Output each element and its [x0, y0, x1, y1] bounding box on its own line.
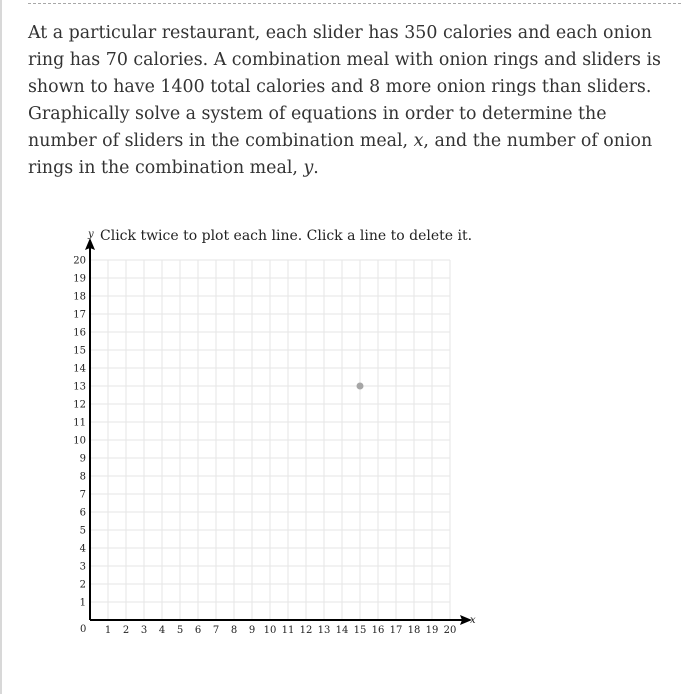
y-tick-label: 17: [73, 309, 86, 321]
left-border: [0, 0, 2, 694]
grid-lines: [90, 260, 450, 620]
y-tick-label: 16: [73, 327, 86, 339]
y-tick-labels: [73, 256, 86, 609]
question-text: [28, 20, 680, 182]
x-tick-label: 2: [122, 625, 130, 636]
x-axis-label: x: [470, 615, 476, 626]
x-tick-label: 20: [443, 625, 457, 636]
coordinate-plane[interactable]: [60, 222, 490, 642]
x-tick-label: 5: [176, 625, 184, 636]
x-tick-label: 1: [104, 625, 112, 636]
y-tick-label: 11: [73, 417, 86, 429]
y-tick-label: 18: [73, 291, 86, 303]
x-tick-label: 3: [140, 625, 148, 636]
x-tick-label: 18: [407, 625, 421, 636]
y-axis-label: y: [88, 229, 94, 240]
x-tick-label: 7: [212, 625, 220, 636]
x-tick-label: 15: [353, 625, 367, 636]
hover-point: [357, 383, 364, 390]
y-tick-label: 2: [79, 579, 86, 591]
y-tick-label: 8: [79, 471, 86, 483]
origin-label: 0: [80, 624, 87, 635]
x-tick-label: 19: [425, 625, 439, 636]
x-tick-label: 6: [194, 625, 202, 636]
x-tick-label: 13: [317, 625, 331, 636]
x-tick-label: 9: [248, 625, 256, 636]
x-tick-label: 4: [158, 625, 166, 636]
top-divider: [28, 3, 681, 4]
x-tick-label: 17: [389, 625, 403, 636]
y-tick-label: 9: [79, 453, 86, 465]
graph-widget[interactable]: [60, 222, 490, 642]
x-tick-label: 10: [263, 625, 277, 636]
y-tick-label: 20: [73, 255, 86, 267]
x-tick-label: 12: [299, 625, 313, 636]
question-part-1: At a particular restaurant, each slider has 350 calories and each onion ring has 70 calories. A combination meal with onion rings and sliders is shown to have 1400 total calories and 8 more onion rings than sliders. Graphically solve a system of equations in order to determine the number of sliders in the combination meal,: [28, 23, 661, 151]
question-part-2: , and the number of onion rings in the combination meal,: [28, 131, 653, 178]
y-tick-label: 12: [73, 399, 86, 411]
y-tick-label: 15: [73, 345, 86, 357]
x-tick-labels: [105, 625, 457, 636]
y-tick-label: 14: [73, 363, 86, 375]
x-tick-label: 11: [281, 625, 295, 636]
y-tick-label: 19: [73, 273, 86, 285]
x-tick-label: 14: [335, 625, 349, 636]
y-tick-label: 1: [79, 597, 86, 609]
variable-x: x: [413, 131, 424, 151]
x-tick-label: 8: [230, 625, 238, 636]
graph-instruction: Click twice to plot each line. Click a line to delete it.: [100, 228, 473, 244]
y-tick-label: 13: [73, 381, 86, 393]
question-part-3: .: [313, 158, 319, 178]
y-tick-label: 7: [79, 489, 86, 501]
y-tick-label: 10: [73, 435, 86, 447]
y-tick-label: 4: [79, 543, 86, 555]
y-tick-label: 6: [79, 507, 86, 519]
variable-y: y: [303, 158, 314, 178]
y-tick-label: 3: [79, 561, 86, 573]
x-tick-label: 16: [371, 625, 385, 636]
y-tick-label: 5: [79, 525, 86, 537]
